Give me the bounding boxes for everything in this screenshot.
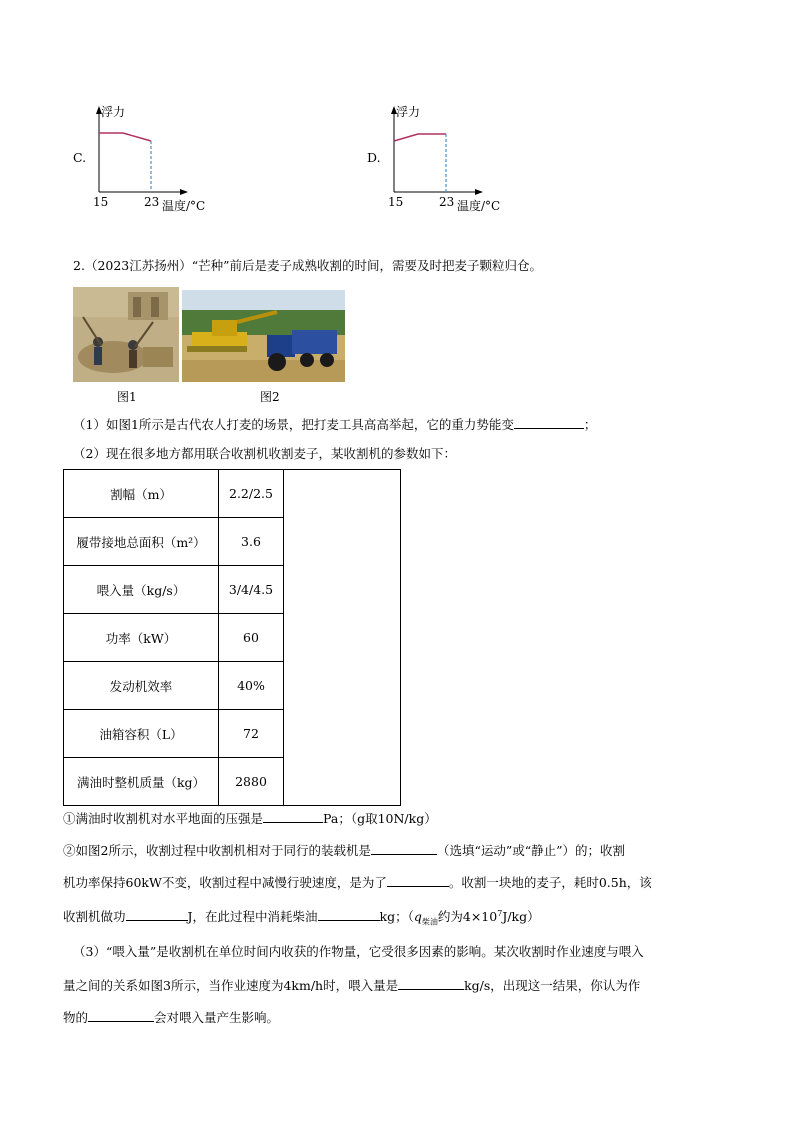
answer-blank-5[interactable] xyxy=(126,906,188,921)
graph-c-tick-23: 23 xyxy=(144,195,160,209)
table-cell-label: 满油时整机质量（kg） xyxy=(64,758,219,806)
sub-question-3-line-2 xyxy=(63,975,640,995)
table-cell-value: 72 xyxy=(219,710,284,758)
table-cell-value: 40% xyxy=(219,662,284,710)
sub-question-3-text-c: 物的 xyxy=(63,1010,89,1025)
figure-1-painting xyxy=(73,287,179,382)
table-cell-value: 3.6 xyxy=(219,518,284,566)
exponent: 7 xyxy=(497,909,503,918)
table-cell-label: 发动机效率 xyxy=(64,662,219,710)
option-label-d: D. xyxy=(367,150,381,165)
answer-blank-4[interactable] xyxy=(387,872,449,887)
graph-c-plot xyxy=(90,100,190,200)
graph-d-tick-23: 23 xyxy=(439,195,455,209)
sub-item-1-text: ①满油时收割机对水平地面的压强是 xyxy=(63,811,264,826)
sub-question-1-text: （1）如图1所示是古代农人打麦的场景，把打麦工具高高举起，它的重力势能变 xyxy=(73,417,514,432)
figure-1-caption: 图1 xyxy=(117,390,137,404)
figure-2-photo xyxy=(182,290,345,382)
symbol-q-subscript: 柴油 xyxy=(421,917,438,927)
sub-question-3-text-b: kg/s，出现这一结果，你认为作 xyxy=(464,978,641,993)
sub-item-2-text-e: 收割机做功 xyxy=(63,909,126,925)
sub-item-2-text-f: J，在此过程中消耗柴油 xyxy=(187,909,318,925)
table-cell-label: 喂入量（kg/s） xyxy=(64,566,219,614)
sub-item-2-text-b: （选填“运动”或“静止”）的；收割 xyxy=(436,843,626,858)
sub-item-2-text-i: J/kg） xyxy=(502,909,540,925)
graph-d-y-label: 浮力 xyxy=(396,105,421,119)
answer-blank-2[interactable] xyxy=(263,808,323,823)
graph-c-curve xyxy=(99,133,151,141)
sub-item-2-line-1 xyxy=(63,840,625,860)
figure-2-image xyxy=(182,290,345,382)
sub-question-1 xyxy=(73,414,596,434)
answer-blank-7[interactable] xyxy=(398,975,464,990)
answer-blank-3[interactable] xyxy=(371,840,437,855)
graph-d-tick-15: 15 xyxy=(388,195,404,209)
sub-item-2-line-3 xyxy=(63,905,540,932)
answer-blank-8[interactable] xyxy=(88,1007,154,1022)
graph-d-plot xyxy=(385,100,485,200)
table-cell-value: 2880 xyxy=(219,758,284,806)
sub-item-1 xyxy=(63,808,437,828)
sub-question-2-intro: （2）现在很多地方都用联合收割机收割麦子，某收割机的参数如下： xyxy=(73,446,456,461)
sub-question-1-end: ； xyxy=(583,417,597,432)
table-cell-value: 2.2/2.5 xyxy=(219,470,284,518)
table-cell-label: 功率（kW） xyxy=(64,614,219,662)
graph-d-x-label: 温度/°C xyxy=(457,199,501,213)
question-number: 2. xyxy=(73,258,85,273)
question-stem-text: （2023江苏扬州）“芒种”前后是麦子成熟收割的时间，需要及时把麦子颗粒归仓。 xyxy=(84,258,543,273)
graph-c-x-label: 温度/°C xyxy=(162,199,206,213)
table-cell-value: 60 xyxy=(219,614,284,662)
question-stem xyxy=(73,257,542,275)
sub-item-2-text-c: 机功率保持60kW不变，收割过程中减慢行驶速度，是为了 xyxy=(63,875,387,890)
sub-item-2-text-d: 。收割一块地的麦子，耗时0.5h，该 xyxy=(448,875,652,890)
sub-item-2-line-2 xyxy=(63,872,652,892)
table-cell-label: 油箱容积（L） xyxy=(64,710,219,758)
figure-1-image xyxy=(73,287,179,382)
sub-item-2-text-a: ②如图2所示，收割过程中收割机相对于同行的装载机是 xyxy=(63,843,371,858)
sub-item-2-text-g: kg；（ xyxy=(379,909,414,925)
table-cell-value: 3/4/4.5 xyxy=(219,566,284,614)
table-empty-cell xyxy=(284,470,401,806)
table-cell-label: 割幅（m） xyxy=(64,470,219,518)
sub-question-3-line-1: （3）“喂入量”是收割机在单位时间内收获的作物量，它受很多因素的影响。某次收割时作业速度与喂入 xyxy=(73,944,644,959)
table-row xyxy=(64,470,401,518)
option-label-c: C. xyxy=(73,150,87,165)
sub-item-2-text-h: 约为4×10 xyxy=(437,909,498,925)
figure-2-caption: 图2 xyxy=(260,390,280,404)
sub-question-3-line-3 xyxy=(63,1007,279,1027)
sub-item-1-unit: Pa；（g取10N/kg） xyxy=(323,811,437,826)
symbol-q: q xyxy=(413,909,422,925)
answer-blank-1[interactable] xyxy=(514,414,584,429)
table-cell-label: 履带接地总面积（m²） xyxy=(64,518,219,566)
graph-d-curve xyxy=(394,134,446,141)
parameter-table xyxy=(63,469,401,806)
sub-question-3-text-a: 量之间的关系如图3所示，当作业速度为4km/h时，喂入量是 xyxy=(63,978,399,993)
graph-c-y-label: 浮力 xyxy=(101,105,126,119)
sub-question-3-text-d: 会对喂入量产生影响。 xyxy=(154,1010,280,1025)
answer-blank-6[interactable] xyxy=(318,906,380,921)
graph-c-tick-15: 15 xyxy=(93,195,109,209)
